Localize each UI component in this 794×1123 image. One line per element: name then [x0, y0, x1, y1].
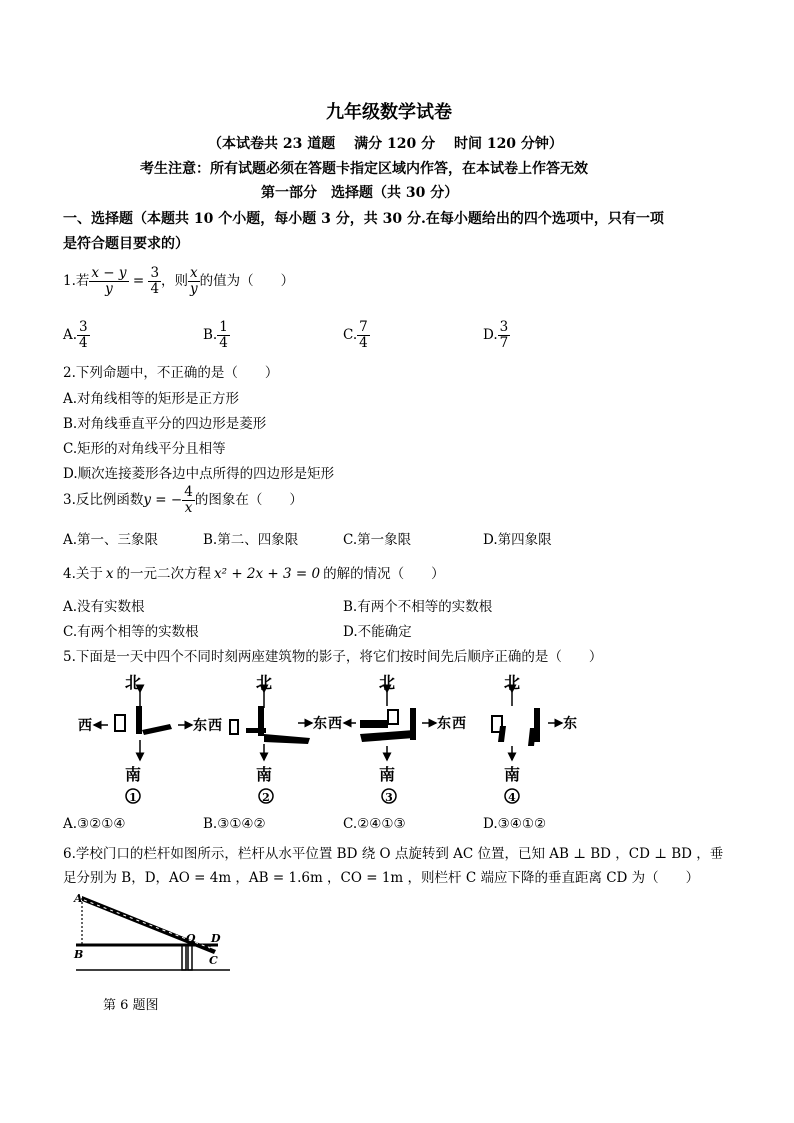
q1-option-d-label: D. — [483, 327, 498, 343]
panel-4-label: 4 — [508, 791, 516, 804]
q1-b-num: 1 — [219, 319, 228, 335]
panel-3-label: 3 — [385, 791, 393, 804]
q5-option-d: D.③④①② — [483, 816, 547, 832]
q3-suffix: 的图象在（ ） — [194, 492, 303, 508]
q1-a-den: 4 — [79, 335, 88, 351]
shadow-4a — [498, 726, 506, 742]
south-label-4: 南 — [503, 765, 521, 784]
building-3a — [388, 710, 398, 724]
post-left — [182, 945, 186, 970]
q1-option-d-frac — [498, 320, 511, 351]
exam-notice: 考生注意：所有试题必须在答题卡指定区域内作答，在本试卷上作答无效 — [140, 161, 588, 177]
q4-mid: 的一元二次方程 — [116, 566, 212, 582]
q1-prefix: 1.若 — [63, 273, 90, 289]
q1-fraction-xy — [89, 266, 128, 297]
q1-equals: = — [132, 273, 145, 289]
q1-option-b-frac — [217, 320, 230, 351]
shadow-panel-4 — [422, 673, 577, 804]
q3-option-a: A.第一、三象限 — [63, 532, 159, 548]
panel-2-label: 2 — [262, 791, 270, 804]
shadow-2b — [246, 728, 266, 733]
east-label-3: 东 — [313, 716, 327, 732]
west-label: 西 — [78, 718, 92, 734]
shadow-2 — [264, 734, 310, 744]
q2-option-d: D.顺次连接菱形各边中点所得的四边形是矩形 — [63, 466, 335, 482]
north-label-3: 北 — [378, 673, 396, 692]
building-3b — [410, 708, 416, 740]
question-1-stem — [63, 264, 294, 298]
figure-6-caption: 第 6 题图 — [103, 998, 159, 1013]
question-5-stem: 5.下面是一天中四个不同时刻两座建筑物的影子，将它们按时间先后顺序正确的是（ ） — [63, 649, 603, 665]
q3-fraction — [182, 485, 195, 516]
q3-option-b: B.第二、四象限 — [203, 532, 299, 548]
q4-option-b: B.有两个不相等的实数根 — [343, 599, 493, 615]
page-title: 九年级数学试卷 — [326, 102, 452, 123]
q1-frac3-num: x — [188, 266, 200, 282]
east-label-4b: 东 — [563, 716, 577, 732]
label-a: A — [74, 892, 83, 905]
q5-option-a: A.③②①④ — [63, 816, 126, 832]
question-3-stem — [63, 483, 303, 517]
q1-fraction-34 — [148, 266, 161, 297]
question-2-stem: 2.下列命题中，不正确的是（ ） — [63, 365, 279, 381]
q1-b-den: 4 — [219, 335, 228, 351]
q4-option-c: C.有两个相等的实数根 — [63, 624, 199, 640]
west-label-4: 西 — [452, 716, 466, 732]
question-4-stem — [63, 562, 445, 582]
q1-frac1-num: x − y — [91, 265, 127, 281]
part-title: 第一部分 选择题（共 30 分） — [261, 185, 459, 201]
q1-d-num: 3 — [499, 319, 509, 335]
building-1a — [115, 715, 125, 731]
q4-option-a: A.没有实数根 — [63, 599, 145, 615]
q1-fraction-x-over-y — [188, 266, 200, 297]
q1-frac3-den: y — [190, 281, 198, 297]
q1-option-a-frac — [77, 320, 90, 351]
question-6-line1: 6.学校门口的栏杆如图所示，栏杆从水平位置 BD 绕 O 点旋转到 AC 位置，已知 AB ⊥ BD ，CD ⊥ BD ，垂 — [63, 846, 724, 862]
label-d: D — [211, 932, 221, 945]
q1-frac2-num: 3 — [150, 265, 160, 281]
q1-frac2-den: 4 — [150, 281, 160, 297]
panel-1-label: 1 — [129, 791, 137, 804]
north-label-2: 北 — [255, 673, 273, 692]
north-label-4: 北 — [503, 673, 521, 692]
q1-d-den: 7 — [499, 335, 509, 351]
q2-option-a: A.对角线相等的矩形是正方形 — [63, 391, 240, 407]
q4-prefix: 4.关于 — [63, 566, 103, 582]
building-2a — [230, 720, 238, 734]
south-label: 南 — [124, 765, 142, 784]
q4-option-d: D.不能确定 — [343, 624, 412, 640]
section-heading-line1: 一、选择题（本题共 10 个小题，每小题 3 分，共 30 分.在每小题给出的四个选项中，只有一项 — [63, 211, 664, 227]
q1-suffix: 的值为（ ） — [199, 273, 295, 289]
label-o: O — [186, 932, 196, 945]
shadow-panel-1 — [78, 673, 172, 804]
q1-option-c — [343, 320, 370, 351]
q1-option-b-label: B. — [203, 327, 218, 343]
q2-option-b: B.对角线垂直平分的四边形是菱形 — [63, 416, 267, 432]
west-label-2: 西 — [208, 718, 222, 734]
q1-option-c-label: C. — [343, 327, 358, 343]
west-label-3: 西 — [328, 716, 342, 732]
shadow-3a — [360, 720, 388, 728]
exam-info: （本试卷共 23 道题 满分 120 分 时间 120 分钟） — [208, 136, 563, 152]
q4-equation: x² + 2x + 3 = 0 — [214, 566, 321, 582]
q1-option-a — [63, 320, 90, 351]
shadow-panel-2 — [178, 673, 310, 804]
q4-suffix: 的解的情况（ ） — [323, 566, 445, 582]
q3-option-c: C.第一象限 — [343, 532, 412, 548]
q1-option-d — [483, 320, 510, 351]
gate-figure — [70, 890, 240, 980]
south-label-2: 南 — [255, 765, 273, 784]
east-label-2: 东 — [193, 718, 207, 734]
question-6-line2: 足分别为 B，D，AO = 4m ，AB = 1.6m ，CO = 1m ，则栏杆 C 端应下降的垂直距离 CD 为（ ） — [63, 870, 700, 886]
q3-func: y = − — [143, 492, 183, 508]
building-1b — [136, 706, 142, 734]
q1-mid: ，则 — [161, 273, 189, 289]
q1-option-a-label: A. — [63, 327, 78, 343]
q3-prefix: 3.反比例函数 — [63, 492, 144, 508]
q3-frac-num: 4 — [184, 484, 193, 500]
section-heading-line2: 是符合题目要求的） — [63, 236, 189, 252]
q3-option-d: D.第四象限 — [483, 532, 552, 548]
shadow-figure — [60, 668, 620, 808]
q5-option-c: C.②④①③ — [343, 816, 406, 832]
q5-option-b: B.③①④② — [203, 816, 266, 832]
north-label: 北 — [124, 673, 142, 692]
post-right — [188, 945, 192, 970]
shadow-panel-3 — [298, 673, 416, 804]
q1-option-b — [203, 320, 230, 351]
q1-a-num: 3 — [79, 319, 88, 335]
label-c: C — [209, 954, 218, 967]
shadow-4b — [528, 728, 536, 746]
q4-var: x — [105, 566, 114, 582]
east-label-4: 东 — [437, 716, 451, 732]
q1-option-c-frac — [357, 320, 370, 351]
q1-frac1-den: y — [105, 281, 113, 297]
shadow-1 — [142, 724, 172, 735]
q2-option-c: C.矩形的对角线平分且相等 — [63, 441, 226, 457]
q1-c-num: 7 — [359, 319, 368, 335]
south-label-3: 南 — [378, 765, 396, 784]
shadow-3b — [360, 730, 414, 742]
label-b: B — [74, 948, 84, 961]
q1-c-den: 4 — [359, 335, 368, 351]
q3-frac-den: x — [184, 500, 193, 516]
